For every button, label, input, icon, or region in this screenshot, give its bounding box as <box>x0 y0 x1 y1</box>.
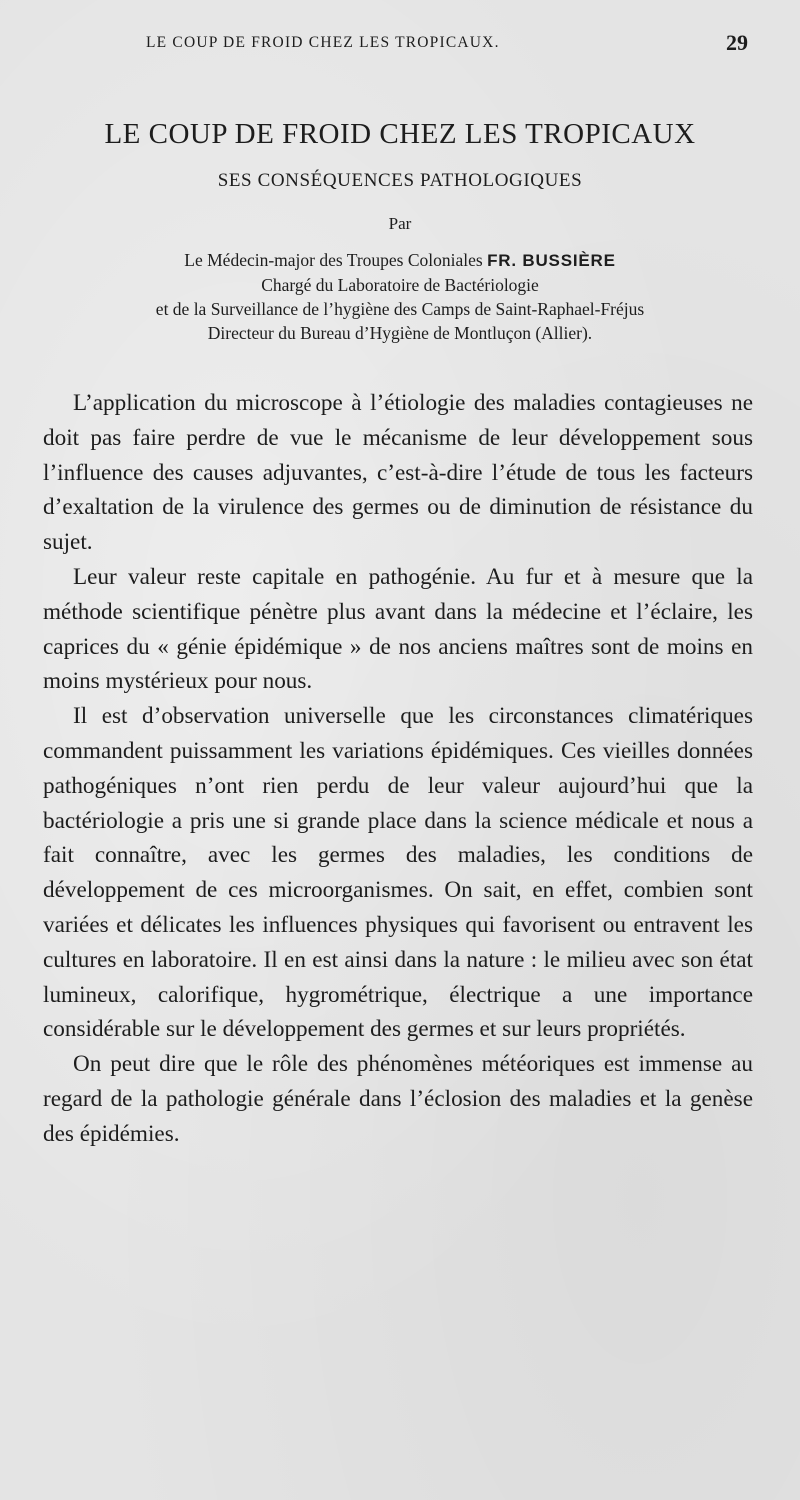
byline: Par <box>388 214 412 233</box>
author-block <box>0 248 800 345</box>
author-name: FR. BUSSIÈRE <box>487 251 616 270</box>
page-number: 29 <box>726 30 748 55</box>
paragraph: On peut dire que le rôle des phénomènes météoriques est immense au regard de la pathologie générale dans l’éclosion des maladies et la genèse des épidémies. <box>43 1051 753 1147</box>
author-title: Le Médecin-major des Troupes Coloniales <box>184 250 483 270</box>
running-header <box>0 30 800 62</box>
article-subtitle: SES CONSÉQUENCES PATHOLOGIQUES <box>217 170 583 191</box>
paragraph: L’application du microscope à l’étiologie des maladies contagieuses ne doit pas faire perdre de vue le mécanisme de leur développement sous l’influence des causes adjuvantes, c’est-à-dire l’étude de tous les facteurs d’exaltation de la virulence des germes ou de diminution de résistance du sujet. <box>43 390 753 556</box>
body-text <box>43 386 753 1152</box>
paragraph: Leur valeur reste capitale en pathogénie. Au fur et à mesure que la méthode scientifique pénètre plus avant dans la médecine et l’éclaire, les caprices du « génie épidémique » de nos anciens maîtres sont de moins en moins mystérieux pour nous. <box>43 563 753 695</box>
running-title: LE COUP DE FROID CHEZ LES TROPICAUX. <box>146 34 500 51</box>
paragraph: Il est d’observation universelle que les circonstances climatériques commandent puissamment les variations épidémiques. Ces vieilles données pathogéniques n’ont rien perdu de leur valeur aujourd’hui que la bactériologie a pris une si grande place dans la science médicale et nous a fait connaître, avec les germes des maladies, les conditions de développement de ces microorganismes. On sait, en effet, combien sont variées et délicates les influences physiques qui favorisent ou entravent les cultures en laboratoire. Il en est ainsi dans la nature : le milieu avec son état lumineux, calorifique, hygrométrique, électrique a une importance considérable sur le développement des germes et sur leurs propriétés. <box>43 703 753 1043</box>
article-title: LE COUP DE FROID CHEZ LES TROPICAUX <box>104 118 696 150</box>
author-line <box>0 248 800 273</box>
author-affiliation-1: Chargé du Laboratoire de Bactériologie <box>261 275 539 295</box>
author-affiliation-2: et de la Surveillance de l’hygiène des Camps de Saint-Raphael-Fréjus <box>155 299 645 319</box>
author-affiliation-3: Directeur du Bureau d’Hygiène de Montluçon (Allier). <box>207 323 593 343</box>
